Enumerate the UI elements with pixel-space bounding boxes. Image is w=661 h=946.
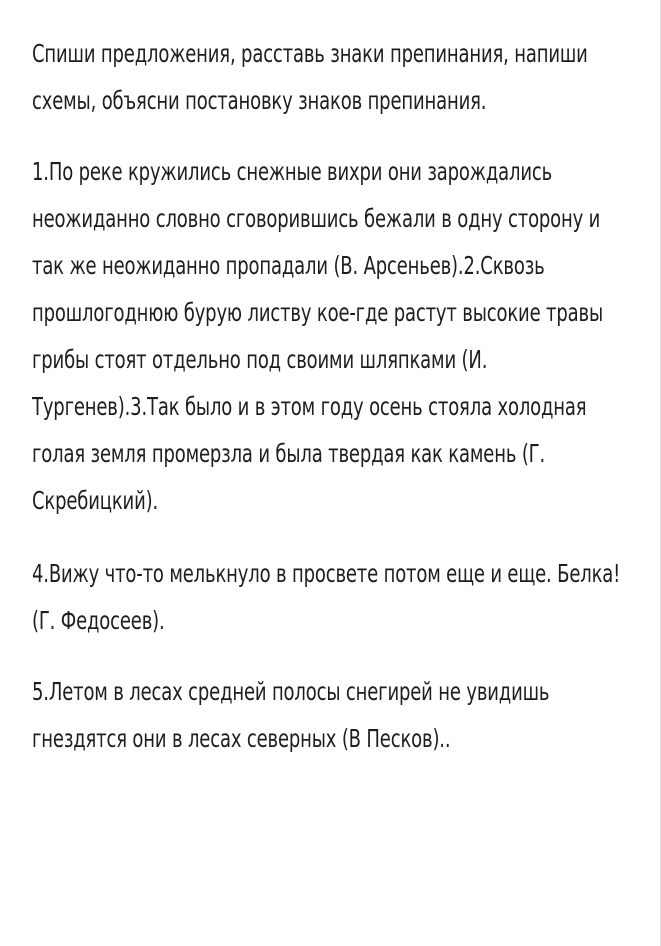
task-instruction: Спиши предложения, расставь знаки препинания, напиши схемы, объясни постановку знаков препинания. bbox=[32, 39, 588, 115]
sentences-1-3: 1.По реке кружились снежные вихри они зарождались неожиданно словно сговорившись бежали в одну сторону и так же неожиданно пропадали (В. Арсеньев).2.Сквозь прошлогоднюю бурую листву кое-где растут высокие травы грибы стоят отдельно под своими шляпками (И. Тургенев).3.Так было и в этом году осень стояла холодная голая земля промерзла и была твердая как камень (Г. Скребицкий). bbox=[32, 157, 603, 515]
sentence-5: 5.Летом в лесах средней полосы снегирей не увидишь гнездятся они в лесах северных (В Песков).. bbox=[32, 677, 550, 753]
sentence-4: 4.Вижу что-то мелькнуло в просвете потом еще и еще. Белка! (Г. Федосеев). bbox=[32, 559, 621, 635]
document-content bbox=[32, 30, 632, 762]
